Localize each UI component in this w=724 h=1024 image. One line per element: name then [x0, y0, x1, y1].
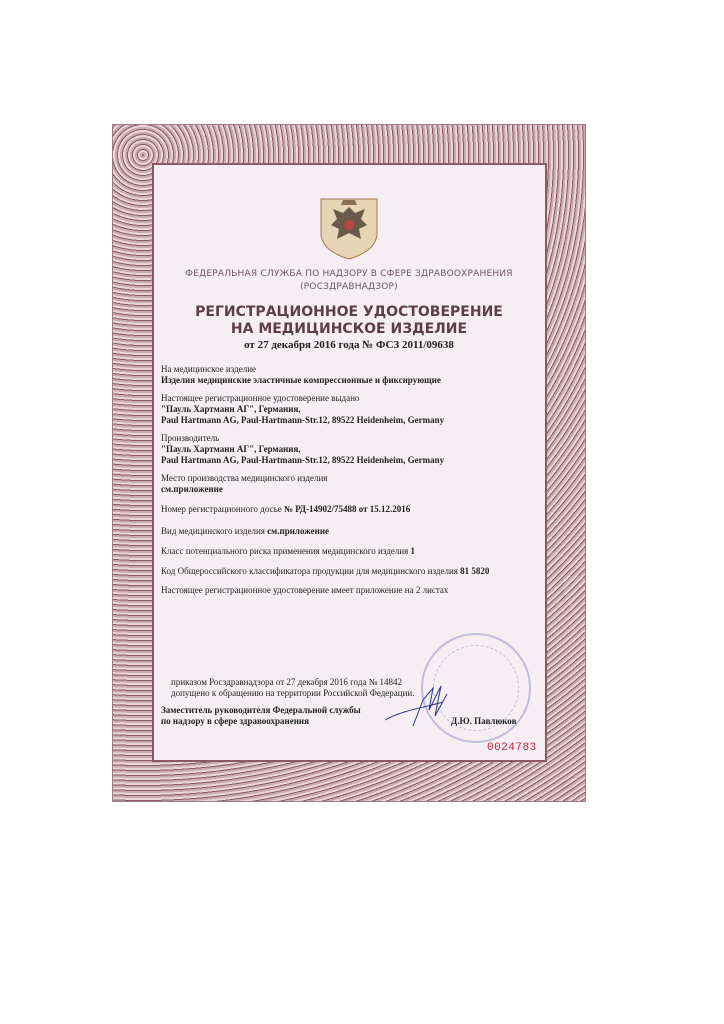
- dossier-label: Номер регистрационного досье: [161, 504, 284, 514]
- manufacturer-label: Производитель: [161, 433, 220, 443]
- manufacturer-line1: "Пауль Хартманн АГ", Германия,: [161, 444, 301, 454]
- certificate-border: [113, 125, 585, 801]
- kind-label: Вид медицинского изделия: [161, 526, 268, 536]
- certificate-title: РЕГИСТРАЦИОННОЕ УДОСТОВЕРЕНИЕ: [195, 304, 503, 320]
- issued-label: Настоящее регистрационное удостоверение выдано: [161, 393, 360, 403]
- class-value: 1: [410, 546, 415, 556]
- code-value: 81 5820: [460, 566, 490, 576]
- code-label: Код Общероссийского классификатора продукции для медицинского изделия: [161, 566, 461, 576]
- place-label: Место производства медицинского изделия: [161, 473, 328, 483]
- issued-line2: Paul Hartmann AG, Paul-Hartmann-Str.12, 89522 Heidenheim, Germany: [161, 415, 445, 425]
- code-field: [161, 566, 489, 577]
- dossier-value: № РД-14902/75488 от 15.12.2016: [283, 504, 411, 514]
- class-label: Класс потенциального риска применения медицинского изделия: [161, 546, 411, 556]
- kind-field: [161, 526, 329, 537]
- order-line1: приказом Росздравнадзора от 27 декабря 2016 года № 14842: [171, 677, 403, 687]
- place-value: см.приложение: [161, 484, 223, 494]
- class-field: [161, 546, 415, 557]
- agency-abbreviation: (РОСЗДРАВНАДЗОР): [300, 282, 398, 292]
- manufacturer-line2: Paul Hartmann AG, Paul-Hartmann-Str.12, 89522 Heidenheim, Germany: [161, 455, 445, 465]
- coat-of-arms-emblem: [319, 195, 379, 261]
- issued-line1: "Пауль Хартманн АГ", Германия,: [161, 404, 301, 414]
- device-value: Изделия медицинские эластичные компрессионные и фиксирующие: [161, 375, 441, 385]
- signatory-title2: по надзору в сфере здравоохранения: [161, 716, 309, 726]
- dossier-field: [161, 504, 410, 515]
- device-label: На медицинское изделие: [161, 364, 257, 374]
- signatory-name: Д.Ю. Павлюков: [451, 716, 517, 726]
- order-line2: допущено к обращению на территории Российской Федерации.: [171, 688, 415, 698]
- certificate-date-number: от 27 декабря 2016 года № ФСЗ 2011/09638: [244, 339, 454, 351]
- agency-name: ФЕДЕРАЛЬНАЯ СЛУЖБА ПО НАДЗОРУ В СФЕРЕ ЗДРАВООХРАНЕНИЯ: [185, 269, 513, 279]
- kind-value: см.приложение: [267, 526, 330, 536]
- serial-number: 0024783: [487, 742, 537, 754]
- signatory-title1: Заместитель руководителя Федеральной службы: [161, 705, 361, 715]
- certificate-subtitle: НА МЕДИЦИНСКОЕ ИЗДЕЛИЕ: [230, 321, 468, 337]
- appendix-note: Настоящее регистрационное удостоверение имеет приложение на 2 листах: [161, 585, 449, 595]
